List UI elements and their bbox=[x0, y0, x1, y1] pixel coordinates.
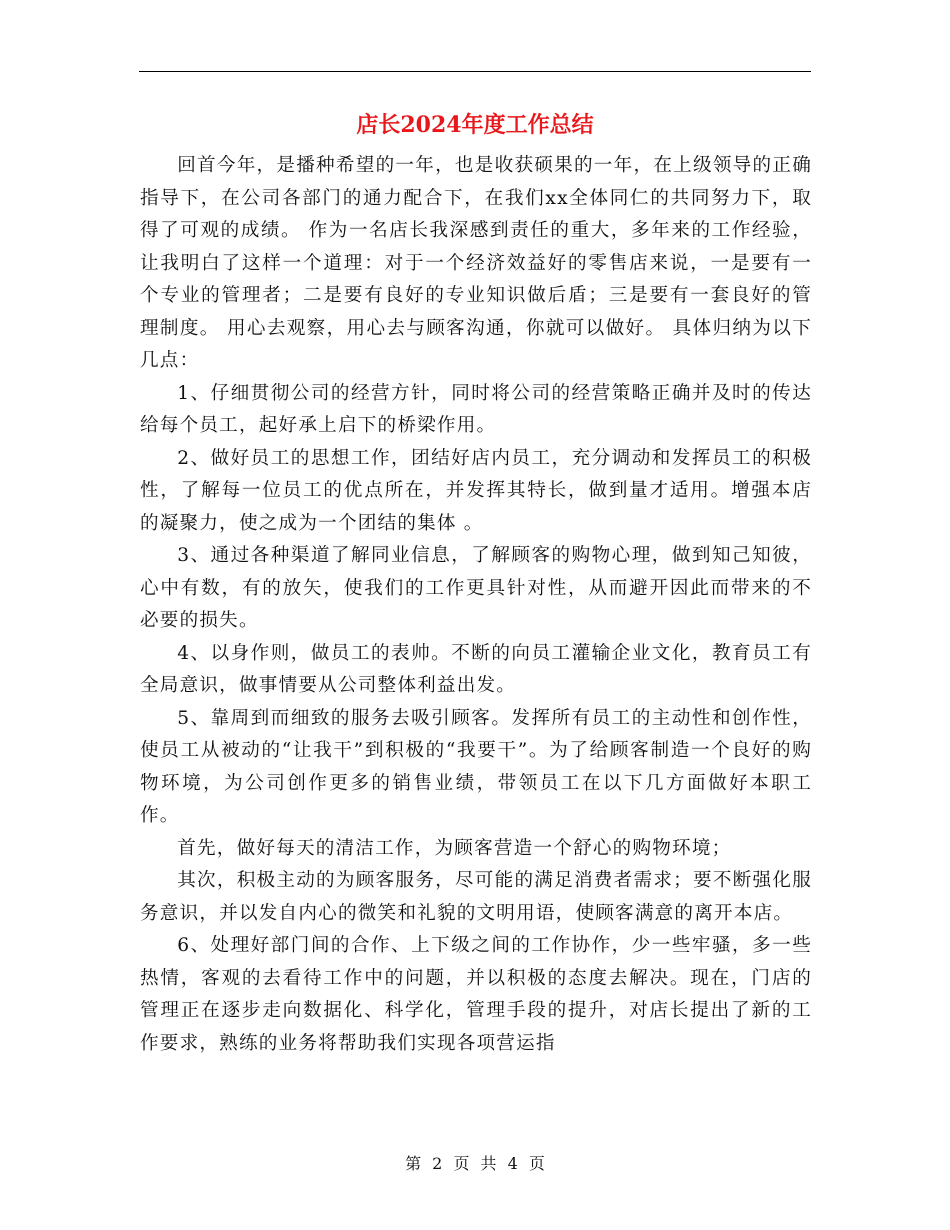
paragraph-point-4: 4、以身作则，做员工的表帅。不断的向员工灌输企业文化，教育员工有全局意识，做事情要从公司整体利益出发。 bbox=[140, 642, 812, 696]
page-number: 第 2 页 共 4 页 bbox=[405, 1154, 545, 1173]
paragraph-point-5: 5、靠周到而细致的服务去吸引顾客。发挥所有员工的主动性和创作性，使员工从被动的“让我干”到积极的“我要干”。为了给顾客制造一个良好的购物环境，为公司创作更多的销售业绩，带领员工在以下几方面做好本职工作。 bbox=[140, 707, 812, 826]
paragraph-first: 首先，做好每天的清洁工作，为顾客营造一个舒心的购物环境； bbox=[177, 837, 732, 859]
paragraph-intro: 回首今年，是播种希望的一年，也是收获硕果的一年，在上级领导的正确指导下，在公司各部门的通力配合下，在我们xx全体同仁的共同努力下，取得了可观的成绩。 作为一名店长我深感到责任的重大，多年来的工作经验，让我明白了这样一个道理：对于一个经济效益好的零售店来说，一是要有一个专业的管理者；二是要有良好的专业知识做后盾；三是要有一套良好的管理制度。 用心去观察，用心去与顾客沟通，你就可以做好。 具体归纳为以下几点： bbox=[140, 155, 812, 371]
header-rule bbox=[139, 71, 811, 72]
document-body bbox=[140, 150, 812, 1060]
paragraph-point-2: 2、做好员工的思想工作，团结好店内员工，充分调动和发挥员工的积极性，了解每一位员工的优点所在，并发挥其特长，做到量才适用。增强本店的凝聚力，使之成为一个团结的集体 。 bbox=[140, 447, 812, 534]
paragraph-point-6: 6、处理好部门间的合作、上下级之间的工作协作，少一些牢骚，多一些热情，客观的去看待工作中的问题，并以积极的态度去解决。现在，门店的管理正在逐步走向数据化、科学化，管理手段的提升，对店长提出了新的工作要求，熟练的业务将帮助我们实现各项营运指 bbox=[140, 935, 812, 1054]
document-title: 店长2024年度工作总结 bbox=[356, 112, 594, 138]
paragraph-point-3: 3、通过各种渠道了解同业信息，了解顾客的购物心理，做到知己知彼，心中有数，有的放矢，使我们的工作更具针对性，从而避开因此而带来的不必要的损失。 bbox=[140, 545, 812, 631]
paragraph-second: 其次，积极主动的为顾客服务，尽可能的满足消费者需求；要不断强化服务意识，并以发自内心的微笑和礼貌的文明用语，使顾客满意的离开本店。 bbox=[140, 870, 812, 924]
paragraph-point-1: 1、仔细贯彻公司的经营方针，同时将公司的经营策略正确并及时的传达给每个员工，起好承上启下的桥梁作用。 bbox=[140, 382, 812, 436]
